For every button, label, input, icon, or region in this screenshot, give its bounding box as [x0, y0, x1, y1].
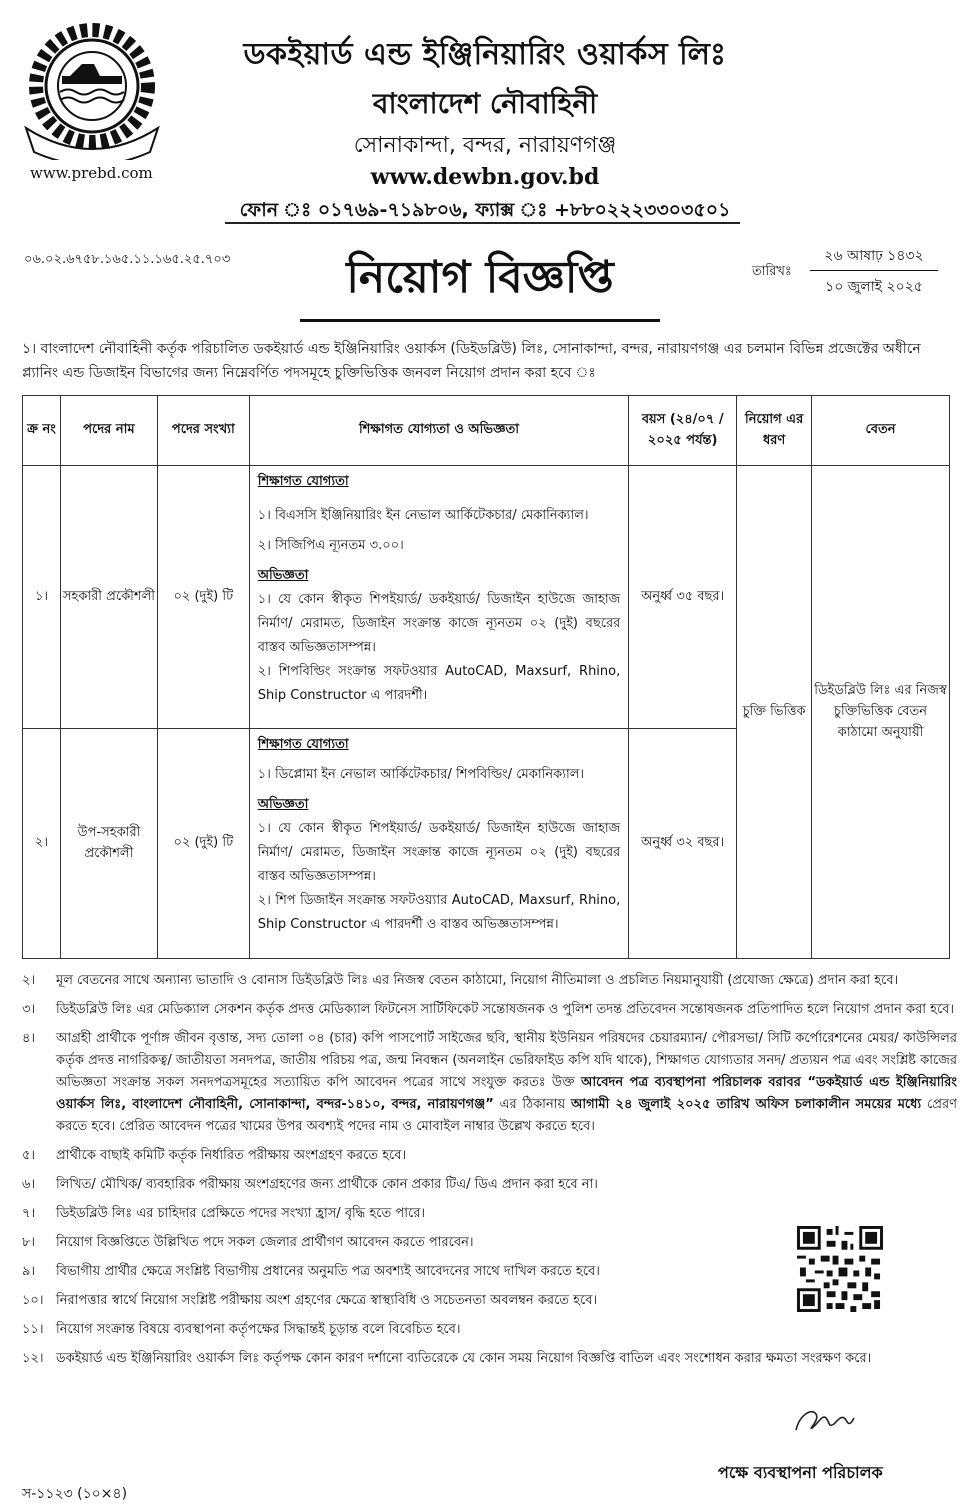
row-count: ০২ (দুই) টি — [157, 466, 249, 729]
list-item — [22, 1203, 957, 1225]
row-serial: ২। — [23, 729, 61, 959]
header-serial: ক্র নং — [23, 396, 61, 466]
address: সোনাকান্দা, বন্দর, নারায়ণগঞ্জ — [353, 133, 617, 158]
appointment-type: চুক্তি ভিত্তিক — [737, 466, 812, 959]
qr-code-icon[interactable] — [797, 1226, 883, 1312]
note-text: মূল বেতনের সাথে অন্যান্য ভাতাদি ও বোনাস ডিইডব্লিউ লিঃ এর নিজস্ব বেতন কাঠামো, নিয়োগ নীতিমালা ও প্রচলিত নিয়মানুযায়ী (প্রযোজ্য ক্ষেত্রে) প্রদান করা হবে। — [56, 973, 899, 988]
edu-item: ১। বিএসসি ইঞ্জিনিয়ারিং ইন নেভাল আর্কিটেকচার/ মেকানিক্যাল। — [257, 508, 589, 523]
note-number: ৯। — [22, 1264, 36, 1279]
application-deadline: আগামী ২৪ জুলাই ২০২৫ তারিখ অফিস চলাকালীন সময়ের মধ্যে — [570, 1097, 922, 1112]
list-item — [22, 1145, 957, 1167]
watermark-site: www.prebd.com — [30, 164, 153, 182]
list-item — [22, 999, 957, 1021]
note-number: ২। — [22, 973, 36, 988]
list-item — [22, 1028, 957, 1138]
date-english: ১০ জুলাই ২০২৫ — [825, 279, 923, 295]
note-number: ১১। — [22, 1322, 44, 1337]
list-item — [22, 1348, 957, 1370]
header-count: পদের সংখ্যা — [157, 396, 249, 466]
note-number: ৬। — [22, 1177, 36, 1192]
website-link[interactable]: www.dewbn.gov.bd — [370, 164, 600, 190]
list-item — [22, 1319, 957, 1341]
header-type: নিয়োগ এর ধরণ — [737, 396, 812, 466]
header-salary: বেতন — [812, 396, 950, 466]
note-text: বিভাগীয় প্রার্থীর ক্ষেত্রে সংশ্লিষ্ট বিভাগীয় প্রধানের অনুমতি পত্র অবশ্যই আবেদনের সাথে দাখিল করতে হবে। — [56, 1264, 600, 1279]
posts-table — [22, 395, 950, 959]
row-age: অনুর্ধ্ব ৩২ বছর। — [629, 729, 737, 959]
header-qualification: শিক্ষাগত যোগ্যতা ও অভিজ্ঞতা — [249, 396, 628, 466]
intro-paragraph: ১। বাংলাদেশ নৌবাহিনী কর্তৃক পরিচালিত ডকইয়ার্ড এন্ড ইঞ্জিনিয়ারিং ওয়ার্কস (ডিইডব্লিউ) লিঃ, সোনাকান্দা, বন্দর, নারায়ণগঞ্জ এর চলমান বিভিন্ন প্রজেক্টের অধীনে প্ল্যানিং এন্ড ডিজাইন বিভাগের জন্য নিম্নেবর্ণিত পদসমূহে চুক্তিভিত্তিক জনবল নিয়োগ প্রদান করা হবে ঃ — [22, 341, 921, 381]
note-text-part: প্রেরণ করতে হবে। প্রেরিত আবেদন পত্রের খামের উপর অবশ্যই পদের নাম ও মোবাইল নাম্বার উল্লেখ করতে হবে। — [56, 1097, 958, 1134]
salary: ডিইডব্লিউ লিঃ এর নিজস্ব চুক্তিভিত্তিক বেতন কাঠামো অনুযায়ী — [812, 466, 950, 959]
handwritten-signature — [790, 1400, 860, 1440]
header-post: পদের নাম — [60, 396, 157, 466]
note-text: ডিইডব্লিউ লিঃ এর মেডিক্যাল সেকশন কর্তৃক প্রদত্ত মেডিক্যাল ফিটনেস সার্টিফিকেট সন্তোষজনক ও পুলিশ তদন্ত প্রতিবেদন সন্তোষজনক প্রতিপাদিত হলে নিয়োগ প্রদান করা হবে। — [56, 1002, 955, 1017]
phone-fax: ফোন ঃ ০১৭৬৯-৭১৯৮০৬, ফ্যাক্স ঃ +৮৮০২২২৩৩০৩৫০১ — [239, 199, 731, 221]
note-number: ৩। — [22, 1002, 36, 1017]
exp-heading: অভিজ্ঞতা — [257, 568, 309, 583]
note-number: ১০। — [22, 1293, 44, 1308]
note-text: ডকইয়ার্ড এন্ড ইঞ্জিনিয়ারিং ওয়ার্কস লিঃ কর্তৃপক্ষ কোন কারণ দর্শানো ব্যতিরেকে যে কোন সময় নিয়োগ বিজ্ঞপ্তি বাতিল এবং সংশোধন করার ক্ষমতা সংরক্ষণ করে। — [56, 1351, 872, 1366]
note-text: প্রার্থীকে বাছাই কমিটি কর্তৃক নির্ধারিত পরীক্ষায় অংশগ্রহণ করতে হবে। — [56, 1148, 407, 1163]
note-text — [56, 1028, 957, 1138]
navy-name: বাংলাদেশ নৌবাহিনী — [372, 87, 598, 120]
edu-heading: শিক্ষাগত যোগ্যতা — [257, 474, 349, 489]
note-text-part: আগ্রহী প্রার্থীকে পূর্ণাঙ্গ জীবন বৃত্তান্ত, সদ্য তোলা ০৪ (চার) কপি পাসপোর্ট সাইজের ছবি, স্থানীয় ইউনিয়ন পরিষদের চেয়ারম্যান/ পৌরসভা/ সিটি কর্পোরেশনের মেয়র/ কাউন্সিলর কর্তৃক প্রদত্ত নাগরিকত্ব/ জাতীয়তা সনদপত্র, জাতীয় পরিচয় পত্র, জন্ম নিবন্ধন (অনলাইন ভেরিফাইড কপি যদি থাকে), শিক্ষাগত যোগ্যতার সনদ/ প্রত্যয়ন পত্র এবং সংশ্লিষ্ট কাজের অভিজ্ঞতা সংক্রান্ত সকল সনদপত্রসমূহের সত্যায়িত কপি আবেদন পত্রের সাথে সংযুক্ত করতঃ উক্ত — [56, 1031, 957, 1090]
reference-code: স-১১২৩ (১০×৪) — [22, 1486, 128, 1502]
note-number: ৪। — [22, 1031, 36, 1046]
exp-item: ১। যে কোন স্বীকৃত শিপইয়ার্ড/ ডকইয়ার্ড/ ডিজাইন হাউজে জাহাজ নির্মাণ/ মেরামত, ডিজাইন সংক্রান্ত কাজে ন্যূনতম ০২ (দুই) বছরের বাস্তব অভিজ্ঞতাসম্পন্ন। — [257, 592, 621, 655]
note-text-part: এর ঠিকানায় — [493, 1097, 571, 1112]
notes-list — [22, 970, 957, 1377]
row-post: সহকারী প্রকৌশলী — [60, 466, 157, 729]
note-number: ৮। — [22, 1235, 36, 1250]
row-serial: ১। — [23, 466, 61, 729]
header-divider — [225, 222, 740, 224]
table-header-row — [23, 396, 950, 466]
memo-number: ০৬.০২.৬৭৫৮.১৬৫.১১.১৬৫.২৫.৭০৩ — [24, 252, 231, 267]
edu-item: ২। সিজিপিএ ন্যূনতম ৩.০০। — [257, 538, 404, 553]
note-number: ৭। — [22, 1206, 36, 1221]
note-number: ৫। — [22, 1148, 36, 1163]
note-text: নিয়োগ বিজ্ঞপ্তিতে উল্লিখিত পদে সকল জেলার প্রার্থীগণ আবেদন করতে পারবেন। — [56, 1235, 474, 1250]
note-number: ১২। — [22, 1351, 44, 1366]
note-text: ডিইডব্লিউ লিঃ এর চাহিদার প্রেক্ষিতে পদের সংখ্যা হ্রাস/ বৃদ্ধি হতে পারে। — [56, 1206, 425, 1221]
row-count: ০২ (দুই) টি — [157, 729, 249, 959]
edu-heading: শিক্ষাগত যোগ্যতা — [257, 737, 349, 752]
row-age: অনুর্ধ্ব ৩৫ বছর। — [629, 466, 737, 729]
list-item — [22, 1174, 957, 1196]
exp-item: ২। শিপ ডিজাইন সংক্রান্ত সফটওয়্যার AutoCAD, Maxsurf, Rhino, Ship Constructor এ পারদর্শী ও বাস্তব অভিজ্ঞতাসম্পন্ন। — [257, 893, 621, 932]
exp-heading: অভিজ্ঞতা — [257, 797, 309, 812]
note-text: নিয়োগ সংক্রান্ত বিষয়ে ব্যবস্থাপনা কর্তৃপক্ষের সিদ্ধান্তই চূড়ান্ত বলে বিবেচিত হবে। — [56, 1322, 461, 1337]
date-bangla: ২৬ আষাঢ় ১৪৩২ — [810, 244, 938, 271]
header-age: বয়স (২৪/০৭ /২০২৫ পর্যন্ত) — [629, 396, 737, 466]
date-label: তারিখঃ — [752, 264, 792, 279]
signatory: পক্ষে ব্যবস্থাপনা পরিচালক — [718, 1463, 883, 1482]
dockyard-emblem-icon — [22, 20, 162, 160]
list-item — [22, 970, 957, 992]
application-address: আবেদন পত্র ব্যবস্থাপনা পরিচালক বরাবর “ডকইয়ার্ড এন্ড ইঞ্জিনিয়ারিং ওয়ার্কস লিঃ, বাংলাদেশ নৌবাহিনী, সোনাকান্দা, বন্দর-১৪১০, বন্দর, নারায়ণগঞ্জ” — [56, 1075, 957, 1112]
row-qualification — [249, 729, 628, 959]
row-post: উপ-সহকারী প্রকৌশলী — [60, 729, 157, 959]
table-row — [23, 466, 950, 729]
page-title: নিয়োগ বিজ্ঞপ্তি — [300, 244, 660, 322]
note-text: নিরাপত্তার স্বার্থে নিয়োগ সংশ্লিষ্ট পরীক্ষায় অংশ গ্রহণের ক্ষেত্রে স্বাস্থ্যবিধি ও সচেতনতা অবলম্বন করতে হবে। — [56, 1293, 598, 1308]
edu-item: ১। ডিপ্লোমা ইন নেভাল আর্কিটেকচার/ শিপবিল্ডিং/ মেকানিক্যাল। — [257, 767, 585, 782]
exp-item: ২। শিপবিল্ডিং সংক্রান্ত সফটওয়ার AutoCAD, Maxsurf, Rhino, Ship Constructor এ পারদর্শী। — [257, 664, 621, 703]
exp-item: ১। যে কোন স্বীকৃত শিপইয়ার্ড/ ডকইয়ার্ড/ ডিজাইন হাউজে জাহাজ নির্মাণ/ মেরামত, ডিজাইন সংক্রান্ত কাজে ন্যূনতম ০২ (দুই) বছরের বাস্তব অভিজ্ঞতাসম্পন্ন। — [257, 821, 621, 884]
row-qualification — [249, 466, 628, 729]
note-text: লিখিত/ মৌখিক/ ব্যবহারিক পরীক্ষায় অংশগ্রহণের জন্য প্রার্থীকে কোন প্রকার টিএ/ ডিএ প্রদান করা হবে না। — [56, 1177, 598, 1192]
org-name: ডকইয়ার্ড এন্ড ইঞ্জিনিয়ারিং ওয়ার্কস লিঃ — [243, 37, 727, 72]
